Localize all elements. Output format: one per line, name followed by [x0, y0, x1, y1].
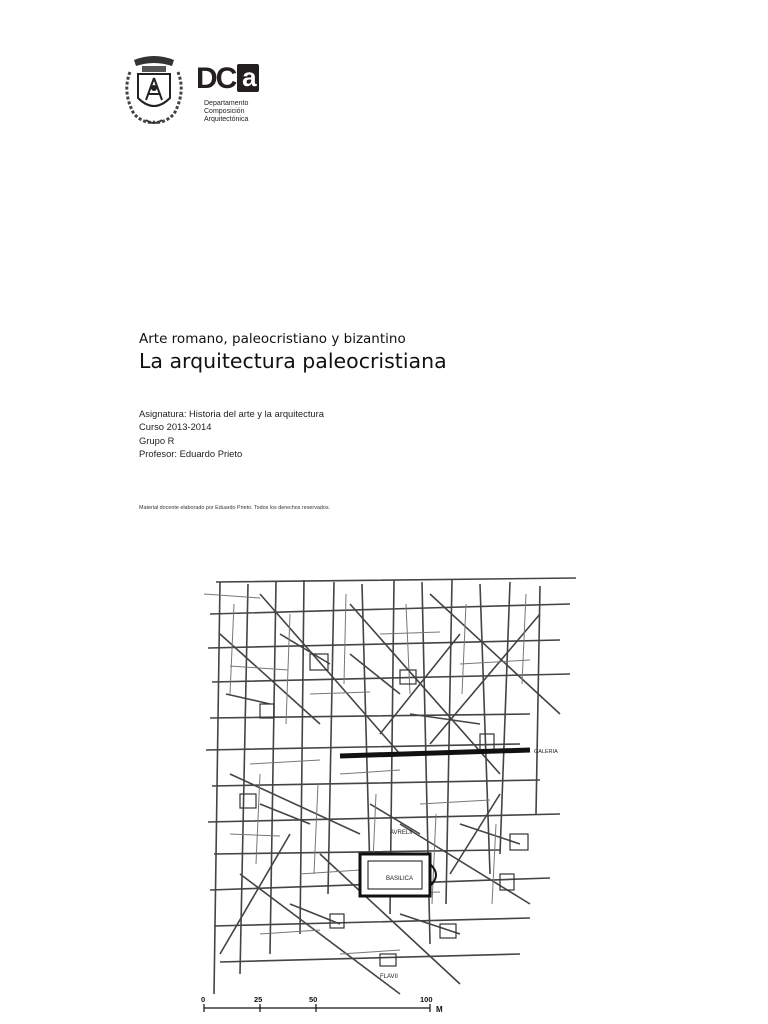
course-group: Grupo R — [139, 434, 175, 446]
label-galeria: GALERIA — [534, 749, 558, 755]
scale-unit: M — [436, 1005, 443, 1014]
scale-label-100: 100 — [420, 995, 433, 1004]
label-flavii: FLAVII — [380, 974, 398, 980]
page-title: La arquitectura paleocristiana — [139, 349, 447, 373]
scale-bar — [201, 995, 443, 1014]
basilica-plan — [360, 854, 436, 896]
galeria-corridor — [340, 750, 530, 756]
course-year: Curso 2013-2014 — [139, 421, 212, 433]
catacomb-plan-figure — [200, 574, 576, 1020]
course-info — [139, 407, 324, 460]
scale-label-50: 50 — [309, 995, 318, 1004]
copyright-note: Material docente elaborado por Eduardo Prieto. Todos los derechos reservados. — [139, 505, 331, 511]
scale-label-0: 0 — [201, 995, 206, 1004]
university-crest-icon — [120, 52, 188, 128]
gallery-network — [206, 578, 576, 994]
department-logo-text: Departamento Composición Arquitectónica — [204, 100, 249, 123]
scale-label-25: 25 — [254, 995, 263, 1004]
label-basilica: BASILICA — [386, 876, 414, 882]
subject-line: Arte romano, paleocristiano y bizantino — [139, 331, 406, 347]
department-logo — [192, 54, 266, 126]
label-aureli: AVRELII — [390, 830, 413, 836]
department-logo-mark: DC a — [196, 64, 259, 94]
course-subject: Asignatura: Historia del arte y la arquitectura — [139, 408, 324, 419]
course-professor: Profesor: Eduardo Prieto — [139, 447, 243, 459]
